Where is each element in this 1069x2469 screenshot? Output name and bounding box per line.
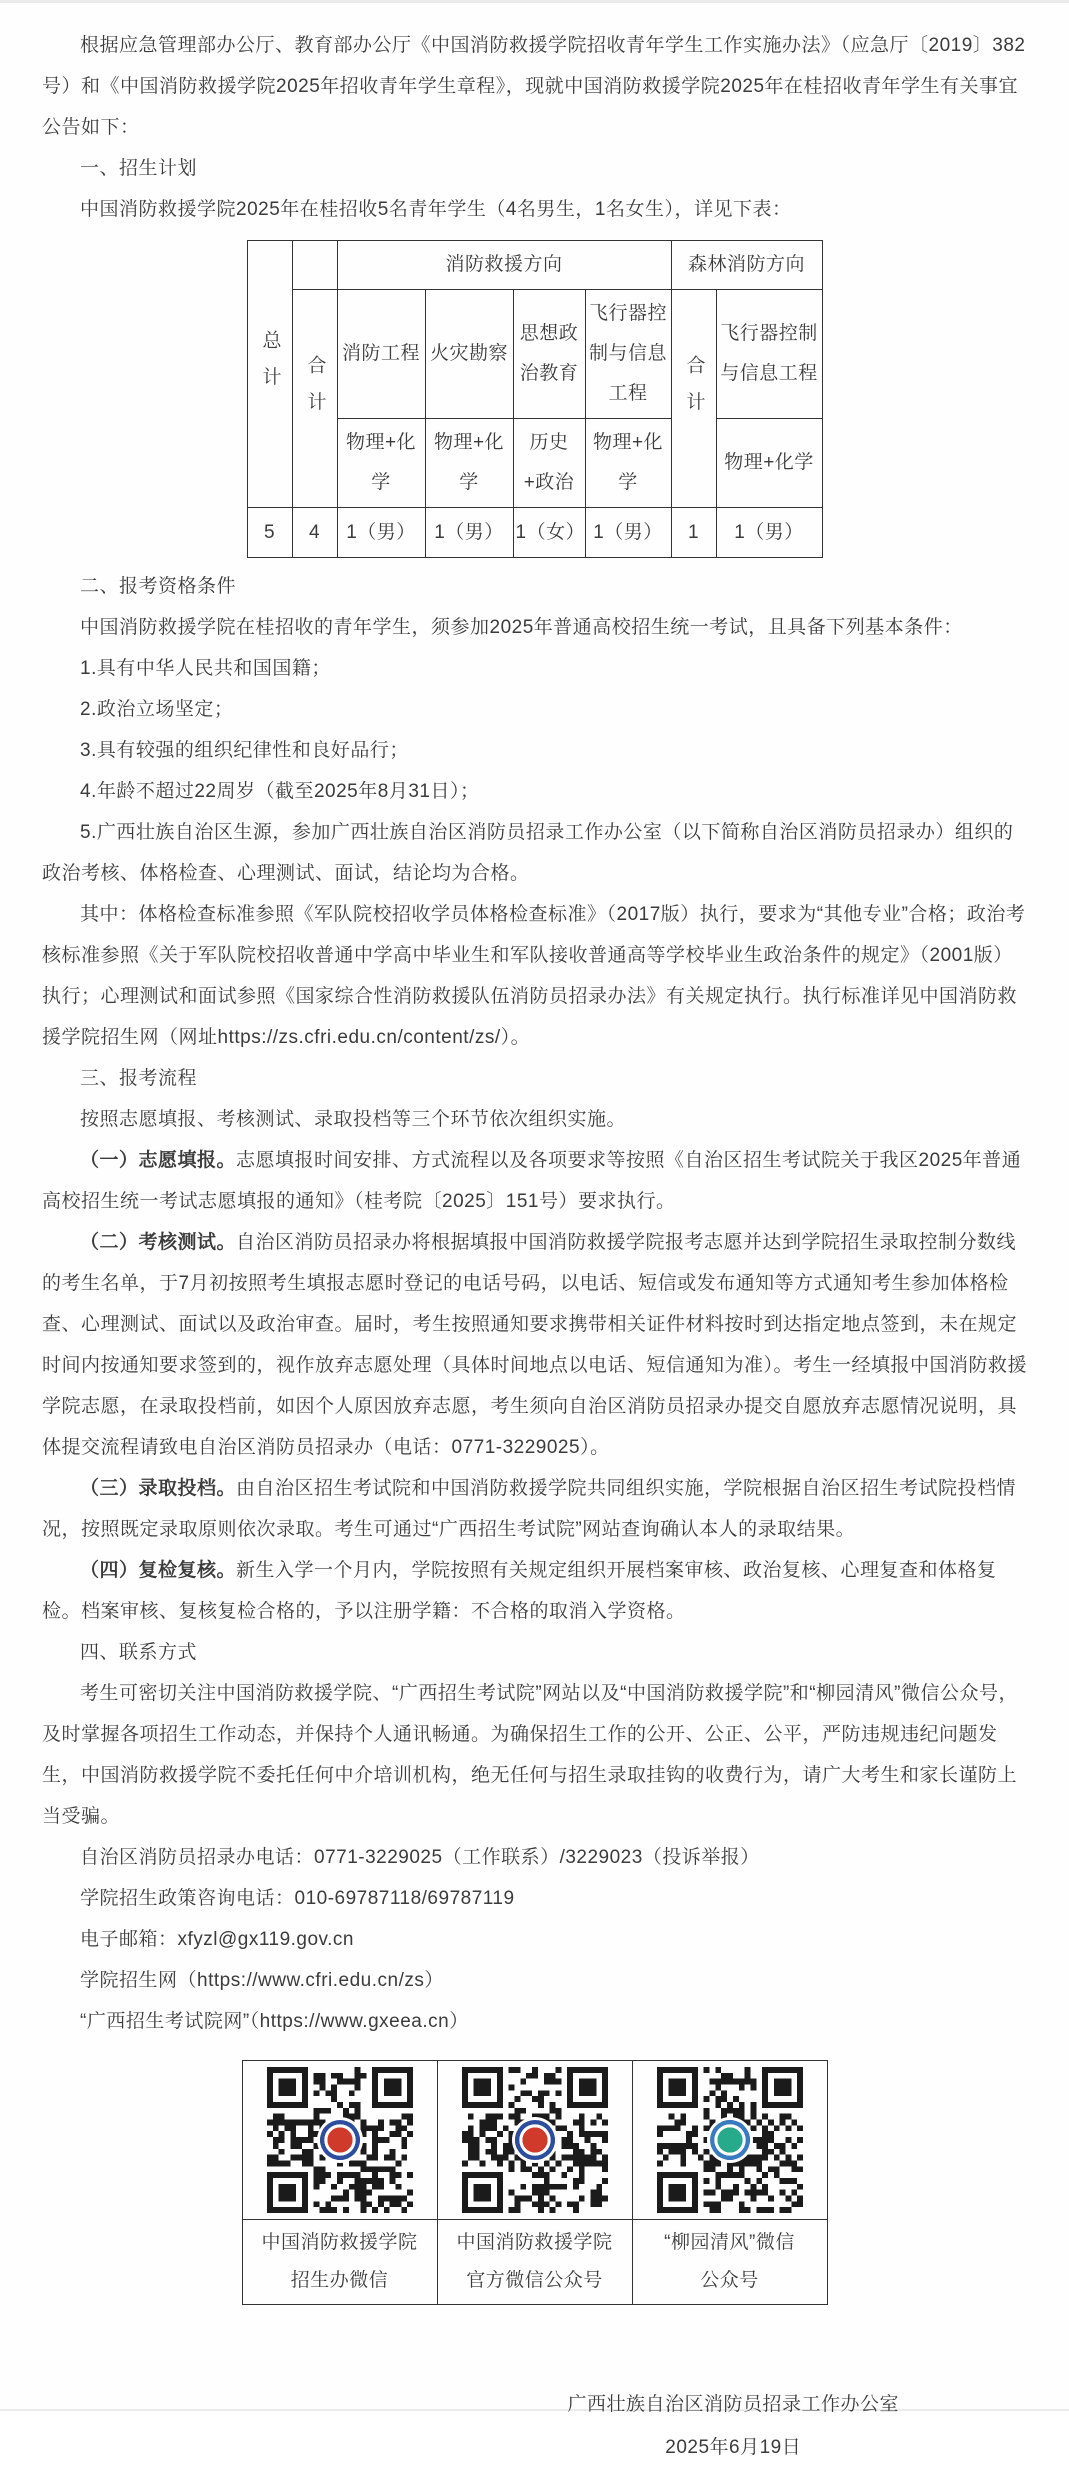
plan-subject-2: 物理+化学 (425, 419, 513, 508)
qr-cell-3 (632, 2061, 827, 2220)
academy-emblem-icon (320, 2120, 360, 2160)
step-4-text: 新生入学一个月内，学院按照有关规定组织开展档案审核、政治复核、心理复查和体格复检。档案审核、复核复检合格的，予以注册学籍：不合格的取消入学资格。 (42, 1560, 997, 1622)
step-2 (42, 1222, 1027, 1468)
qr-caption-cell-1 (242, 2220, 437, 2305)
section1-intro: 中国消防救援学院2025年在桂招收5名青年学生（4名男生，1名女生），详见下表： (80, 199, 792, 220)
signature-org: 广西壮族自治区消防员招录工作办公室 (567, 2394, 899, 2415)
plan-value-total: 5 (247, 508, 292, 558)
plan-empty-cell (292, 241, 337, 290)
qr-caption-3-line2: 公众号 (700, 2270, 759, 2291)
condition-3: 3.具有较强的组织纪律性和良好品行； (80, 740, 409, 761)
step-2-text: 自治区消防员招录办将根据填报中国消防救援学院报考志愿并达到学院招生录取控制分数线的考生名单，于7月初按照考生填报志愿时登记的电话号码，以电话、短信或发布通知等方式通知考生参加体格检查、心理测试、面试以及政治审查。届时，考生按照通知要求携带相关证件材料按时到达指定地点签到，未在规定时间内按通知要求签到的，视作放弃志愿处理（具体时间地点以电话、短信通知为准）。考生一经填报中国消防救援学院志愿，在录取投档前，如因个人原因放弃志愿，考生须向自治区消防员招录办提交自愿放弃志愿情况说明，具体提交流程请致电自治区消防员招录办（电话：0771-3229025）。 (42, 1232, 1028, 1458)
plan-fire-subtotal-header: 合计 (292, 290, 337, 508)
condition-5: 5.广西壮族自治区生源，参加广西壮族自治区消防员招录工作办公室（以下简称自治区消防员招录办）组织的政治考核、体格检查、心理测试、面试，结论均为合格。 (42, 822, 1014, 884)
liuyuan-emblem-icon (710, 2120, 750, 2160)
section4-heading: 四、联系方式 (80, 1642, 198, 1663)
contact-gxeea-website: “广西招生考试院网”（https://www.gxeea.cn） (80, 2011, 469, 2032)
plan-major-aircraft-control-forest: 飞行器控制与信息工程 (716, 290, 822, 419)
standards-paragraph: 其中：体格检查标准参照《军队院校招收学员体格检查标准》（2017版）执行，要求为“其他专业”合格；政治考核标准参照《关于军队院校招收普通中学高中毕业生和军队接收普通高等学校毕业生政治条件的规定》（2001版）执行；心理测试和面试参照《国家综合性消防救援队伍消防员招录办法》有关规定执行。执行标准详见中国消防救援学院招生网（网址https://zs.cfri.edu.cn/content/zs/）。 (42, 904, 1026, 1048)
section4-body: 考生可密切关注中国消防救援学院、“广西招生考试院”网站以及“中国消防救援学院”和“柳园清风”微信公众号，及时掌握各项招生工作动态，并保持个人通讯畅通。为确保招生工作的公开、公正、公平，严防违规违纪问题发生，中国消防救援学院不委托任何中介培训机构，绝无任何与招生录取挂钩的收费行为，请广大考生和家长谨防上当受骗。 (42, 1683, 1018, 1827)
step-3 (42, 1468, 1027, 1550)
condition-4: 4.年龄不超过22周岁（截至2025年8月31日）； (80, 781, 480, 802)
plan-major-fire-engineering: 消防工程 (337, 290, 425, 419)
plan-subject-forest: 物理+化学 (716, 419, 822, 508)
plan-header-row-majors (247, 290, 822, 419)
step-1-text: 志愿填报时间安排、方式流程以及各项要求等按照《自治区招生考试院关于我区2025年普通高校招生统一考试志愿填报的通知》（桂考院〔2025〕151号）要求执行。 (42, 1150, 1022, 1212)
plan-value-4: 1（男） (585, 508, 671, 558)
plan-group-fire-rescue: 消防救援方向 (337, 241, 671, 290)
plan-subject-1: 物理+化学 (337, 419, 425, 508)
qr-caption-2 (438, 2220, 632, 2304)
plan-value-3: 1（女） (513, 508, 585, 558)
contact-phone-academy: 学院招生政策咨询电话：010-69787118/69787119 (80, 1888, 515, 1909)
qr-code-liuyuan-wechat (633, 2061, 827, 2219)
plan-value-2: 1（男） (425, 508, 513, 558)
condition-1: 1.具有中华人民共和国国籍； (80, 658, 331, 679)
section1-heading: 一、招生计划 (80, 158, 198, 179)
qr-code-admissions-wechat (243, 2061, 437, 2219)
academy-emblem-icon (515, 2120, 555, 2160)
plan-major-aircraft-control-fire: 飞行器控制与信息工程 (585, 290, 671, 419)
plan-value-fire-subtotal: 4 (292, 508, 337, 558)
qr-caption-cell-2 (437, 2220, 632, 2305)
contact-phone-recruit-office: 自治区消防员招录办电话：0771-3229025（工作联系）/3229023（投诉举报） (80, 1847, 760, 1868)
step-3-label: （三）录取投档。 (80, 1478, 237, 1499)
plan-subject-4: 物理+化学 (585, 419, 671, 508)
enrollment-plan-table (247, 240, 823, 558)
plan-value-1: 1（男） (337, 508, 425, 558)
signature-block (567, 2383, 899, 2469)
qr-cell-1 (242, 2061, 437, 2220)
qr-caption-1-line2: 招生办微信 (290, 2270, 389, 2291)
signature-date: 2025年6月19日 (665, 2437, 802, 2458)
qr-caption-2-line2: 官方微信公众号 (466, 2270, 603, 2291)
plan-major-ideological-political: 思想政治教育 (513, 290, 585, 419)
qr-code-official-wechat (438, 2061, 632, 2219)
plan-group-forest-fire: 森林消防方向 (671, 241, 822, 290)
qr-cell-2 (437, 2061, 632, 2220)
condition-2: 2.政治立场坚定； (80, 699, 234, 720)
qr-code-table (242, 2060, 828, 2305)
plan-col-total-header: 总计 (247, 241, 292, 508)
qr-caption-2-line1: 中国消防救援学院 (456, 2232, 613, 2253)
section2-heading: 二、报考资格条件 (80, 576, 237, 597)
qr-caption-1-line1: 中国消防救援学院 (261, 2232, 418, 2253)
section3-intro: 按照志愿填报、考核测试、录取投档等三个环节依次组织实施。 (80, 1109, 627, 1130)
plan-data-row (247, 508, 822, 558)
plan-value-forest-subtotal: 1 (671, 508, 716, 558)
intro-paragraph: 根据应急管理部办公厅、教育部办公厅《中国消防救援学院招收青年学生工作实施办法》（应急厅〔2019〕382号）和《中国消防救援学院2025年招收青年学生章程》，现就中国消防救援学院2025年在桂招收青年学生有关事宜公告如下： (42, 35, 1026, 138)
qr-caption-row (242, 2220, 827, 2305)
step-4 (42, 1550, 1027, 1632)
section3-heading: 三、报考流程 (80, 1068, 198, 1089)
qr-caption-cell-3 (632, 2220, 827, 2305)
step-4-label: （四）复检复核。 (80, 1560, 237, 1581)
section2-intro: 中国消防救援学院在桂招收的青年学生，须参加2025年普通高校招生统一考试，且具备下列基本条件： (80, 617, 963, 638)
step-1 (42, 1140, 1027, 1222)
step-3-text: 由自治区招生考试院和中国消防救援学院共同组织实施，学院根据自治区招生考试院投档情况，按照既定录取原则依次录取。考生可通过“广西招生考试院”网站查询确认本人的录取结果。 (42, 1478, 1017, 1540)
step-2-label: （二）考核测试。 (80, 1232, 237, 1253)
qr-image-row (242, 2061, 827, 2220)
plan-major-fire-investigation: 火灾勘察 (425, 290, 513, 419)
qr-caption-3 (633, 2220, 827, 2304)
plan-value-forest: 1（男） (716, 508, 822, 558)
plan-subject-3: 历史+政治 (513, 419, 585, 508)
contact-academy-website: 学院招生网（https://www.cfri.edu.cn/zs） (80, 1970, 444, 1991)
qr-caption-1 (243, 2220, 437, 2304)
step-1-label: （一）志愿填报。 (80, 1150, 237, 1171)
contact-email: 电子邮箱：xfyzl@gx119.gov.cn (80, 1929, 354, 1950)
plan-header-row-groups (247, 241, 822, 290)
plan-forest-subtotal-header: 合计 (671, 290, 716, 508)
qr-caption-3-line1: “柳园清风”微信 (664, 2232, 795, 2253)
